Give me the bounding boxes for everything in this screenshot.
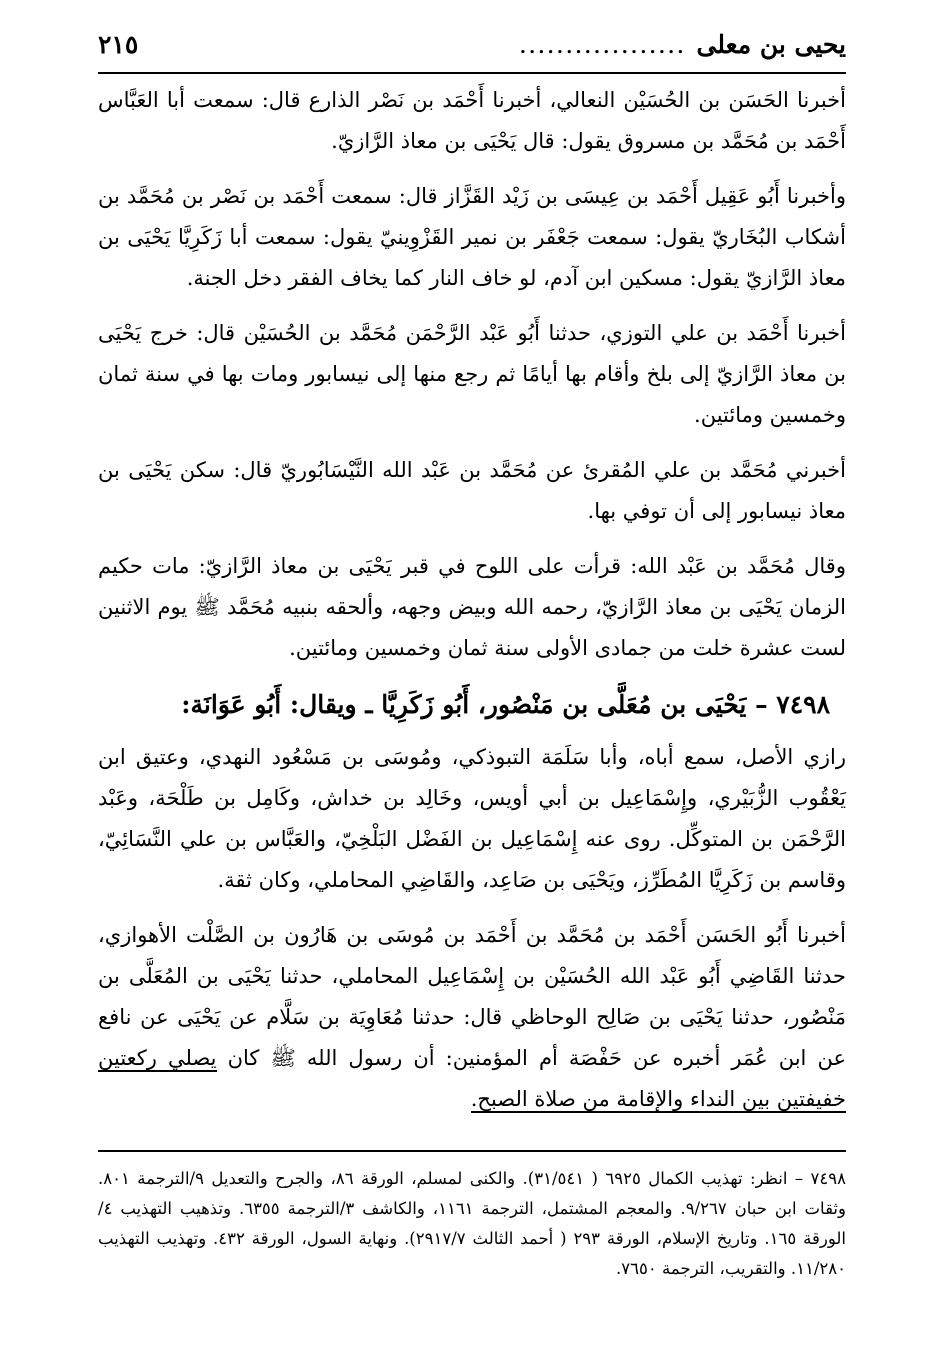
entry-paragraph-text: أخبرنا أَبُو الحَسَن أَحْمَد بن مُحَمَّد بن أَحْمَد بن مُوسَى بن هَارُون بن الصَّلْت الأهوازي، حدثنا القَاضِي أَبُو عَبْد الله الحُسَيْن بن إِسْمَاعِيل المحاملي، حدثنا يَحْيَى بن المُعَلَّى بن مَنْصُور، حدثنا يَحْيَى بن صَالِح الوحاظي قال: حدثنا مُعَاوِيَة بن سَلَّام عن يَحْيَى عن نافع عن ابن عُمَر أخبره عن حَفْصَة أم المؤمنين: أن رسول الله ﷺ كان [98,923,846,1070]
paragraph: أخبرنا أَحْمَد بن علي التوزي، حدثنا أَبُو عَبْد الرَّحْمَن مُحَمَّد بن الحُسَيْن قال: خرج يَحْيَى بن معاذ الرَّازيّ إلى بلخ وأقام بها أيامًا ثم رجع منها إلى نيسابور ومات بها في سنة ثمان وخمسين ومائتين. [98,321,846,427]
paragraph: أخبرنا الحَسَن بن الحُسَيْن النعالي، أخبرنا أَحْمَد بن نَصْر الذارع قال: سمعت أبا العَبَّاس أَحْمَد بن مُحَمَّد بن مسروق يقول: قال يَحْيَى بن معاذ الرَّازيّ. [98,88,846,153]
paragraph: أخبرني مُحَمَّد بن علي المُقرئ عن مُحَمَّد بن عَبْد الله النَّيْسَابُوريّ قال: سكن يَحْيَى بن معاذ نيسابور إلى أن توفي بها. [98,458,846,523]
entry-last-line: يصلي ركعتين خفيفتين بين النداء والإقامة من صلاة الصبح. [98,1046,846,1111]
paragraph: وقال مُحَمَّد بن عَبْد الله: قرأت على اللوح في قبر يَحْيَى بن معاذ الرَّازيّ: مات حكيم الزمان يَحْيَى بن معاذ الرَّازيّ، رحمه الله وبيض وجهه، وألحقه بنبيه مُحَمَّد ﷺ يوم الاثنين لست عشرة خلت من جمادى الأولى سنة ثمان وخمسين ومائتين. [98,554,846,660]
paragraph: وأخبرنا أَبُو عَقِيل أَحْمَد بن عِيسَى بن زَيْد القَزَّاز قال: سمعت أَحْمَد بن نَصْر بن مُحَمَّد بن أشكاب البُخَاريّ يقول: سمعت جَعْفَر بن نمير القَزْوِينيّ يقول: سمعت أبا زَكَرِيَّا يَحْيَى بن معاذ الرَّازيّ يقول: مسكين ابن آدم، لو خاف النار كما يخاف الفقر دخل الجنة. [98,184,846,290]
entry-heading: ٧٤٩٨ – يَحْيَى بن مُعَلَّى بن مَنْصُور، أَبُو زَكَرِيَّا ـ ويقال: أَبُو عَوَانَة: [181,690,830,719]
page-header [98,30,846,74]
running-title: يحيى بن معلى [696,30,846,59]
header-dots: .................. [519,37,687,58]
footnote: ٧٤٩٨ – انظر: تهذيب الكمال ٦٩٢٥ ( ٣١/٥٤١). والكنى لمسلم، الورقة ٨٦، والجرح والتعديل ٩/الترجمة ٨٠١. وثقات ابن حبان ٩/٢٦٧. والمعجم المشتمل، الترجمة ١١٦١، والكاشف ٣/الترجمة ٦٣٥٥. وتذهيب التهذيب ٤/ الورقة ١٦٥. وتاريخ الإسلام، الورقة ٢٩٣ ( أحمد الثالث ٢٩١٧/٧). ونهاية السول، الورقة ٤٣٢. وتهذيب التهذيب ١١/٢٨٠. والتقريب، الترجمة ٧٦٥٠. [98,1169,846,1278]
entry-paragraph: رازي الأصل، سمع أباه، وأبا سَلَمَة التبوذكي، ومُوسَى بن مَسْعُود النهدي، وعتيق ابن يَعْقُوب الزُّبَيْري، وإِسْمَاعِيل بن أبي أويس، وخَالِد بن خداش، وكَامِل بن طَلْحَة، وعَبْد الرَّحْمَن بن المتوكِّل. روى عنه إِسْمَاعِيل بن الفَضْل البَلْخِيّ، والعَبَّاس بن علي النَّسَائِيّ، وقاسم بن زَكَرِيَّا المُطَرِّز، ويَحْيَى بن صَاعِد، والقَاضِي المحاملي، وكان ثقة. [98,745,846,892]
footnote-separator [98,1150,846,1152]
page-number: ٢١٥ [98,30,139,59]
entry-paragraph [98,915,846,1120]
